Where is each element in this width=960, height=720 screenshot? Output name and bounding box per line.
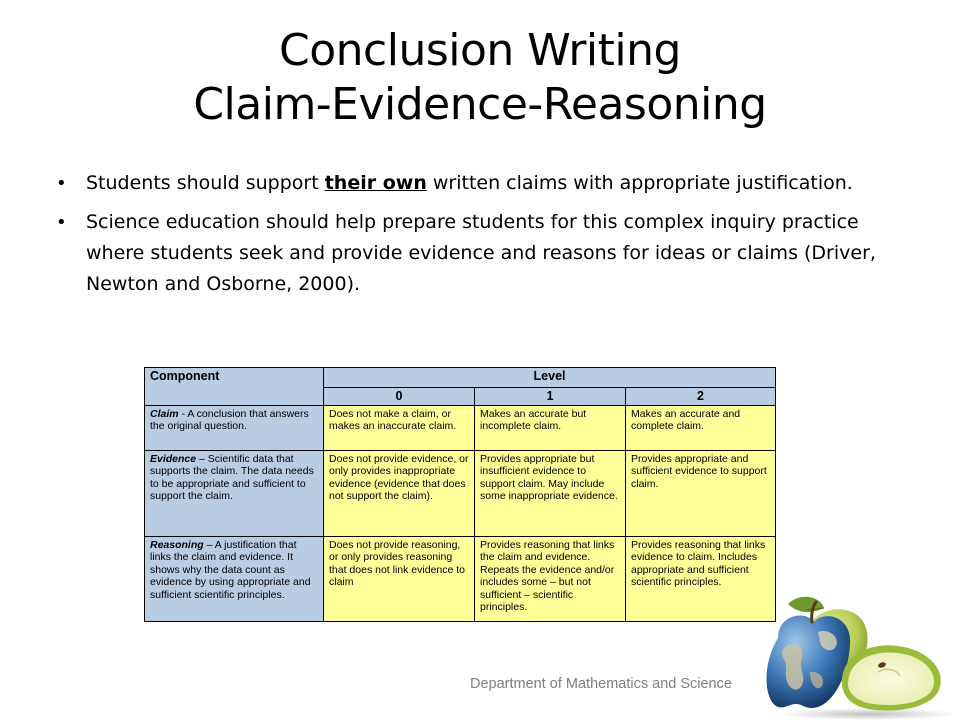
level-cell: Makes an accurate but incomplete claim. [475, 405, 626, 450]
title-line-1: Conclusion Writing [279, 25, 681, 76]
component-desc: – A justification that links the claim and evidence. It shows why the data count as evidence by using appropriate and sufficient scientific principles. [150, 538, 311, 601]
slide-title [0, 24, 960, 132]
level-0-header: 0 [324, 388, 475, 406]
globe-apple-icon [748, 588, 960, 720]
component-name: Evidence [150, 452, 197, 465]
footer-text: Department of Mathematics and Science [470, 676, 732, 692]
level-1-header: 1 [475, 388, 626, 406]
bullet-item [50, 168, 910, 199]
component-header: Component [145, 368, 324, 406]
bullet-text: Science education should help prepare students for this complex inquiry practice where students seek and provide evidence and reasons for ideas or claims (Driver, Newton and Osborne, 2000). [86, 211, 876, 295]
level-cell: Makes an accurate and complete claim. [626, 405, 776, 450]
bullet-dot: • [56, 212, 67, 233]
title-line-2: Claim-Evidence-Reasoning [193, 79, 767, 130]
level-cell: Does not make a claim, or makes an inaccurate claim. [324, 405, 475, 450]
row-component [145, 405, 324, 450]
level-2-header: 2 [626, 388, 776, 406]
rubric-table [144, 367, 776, 622]
level-cell: Provides appropriate but insufficient evidence to support claim. May include some inappropriate evidence. [475, 450, 626, 536]
row-component [145, 536, 324, 621]
bullet-text-after: written claims with appropriate justification. [426, 172, 853, 194]
level-header: Level [324, 368, 776, 388]
bullet-item [50, 207, 910, 300]
component-name: Claim [150, 407, 179, 420]
bullet-dot: • [56, 173, 67, 194]
row-component [145, 450, 324, 536]
bullet-list [50, 168, 910, 308]
component-name: Reasoning [150, 538, 204, 551]
bullet-text-before: Students should support [86, 172, 325, 194]
table-row [145, 450, 776, 536]
level-cell: Provides reasoning that links the claim and evidence. Repeats the evidence and/or includes some – but not sufficient – scientific principles. [475, 536, 626, 621]
bullet-emphasis: their own [324, 172, 427, 194]
level-cell: Provides appropriate and sufficient evidence to support claim. [626, 450, 776, 536]
level-cell: Does not provide evidence, or only provides inappropriate evidence (evidence that does not support the claim). [324, 450, 475, 536]
table-row [145, 536, 776, 621]
component-desc: - A conclusion that answers the original question. [150, 407, 309, 432]
component-desc: – Scientific data that supports the claim. The data needs to be appropriate and sufficient to support the claim. [150, 452, 314, 502]
level-cell: Provides reasoning that links evidence to claim. Includes appropriate and sufficient scientific principles. [626, 536, 776, 621]
level-cell: Does not provide reasoning, or only provides reasoning that does not link evidence to claim [324, 536, 475, 621]
table-row [145, 405, 776, 450]
